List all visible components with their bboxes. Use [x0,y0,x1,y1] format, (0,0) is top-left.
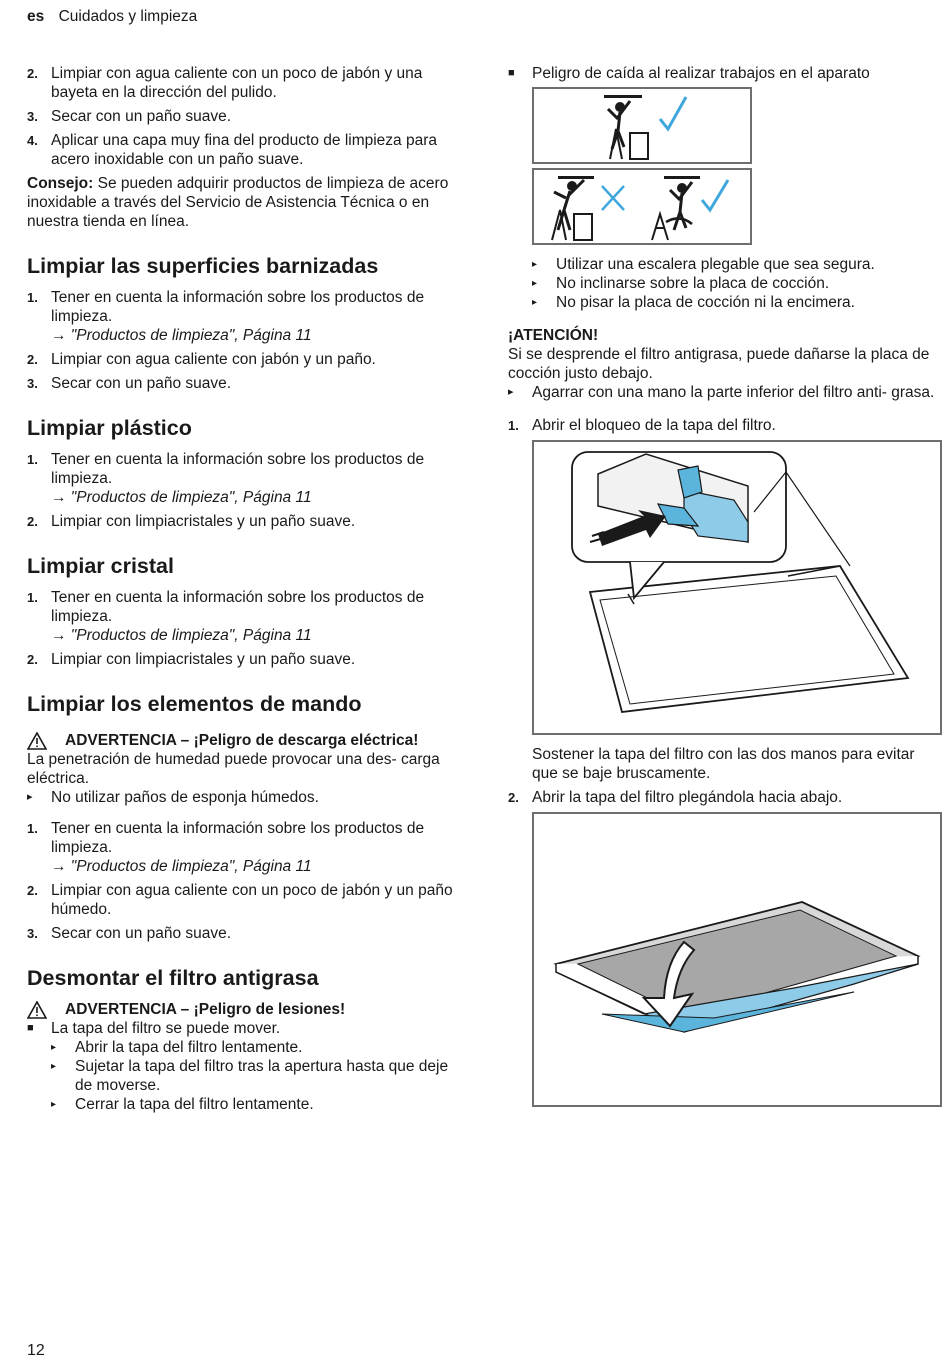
square-bullet-icon: ■ [27,1022,34,1034]
step: 3. Secar con un paño suave. [27,375,232,392]
warning-bullet: ■ La tapa del filtro se puede mover. [27,1020,281,1037]
left-column [27,64,463,1114]
hazard-bullet: ■ Peligro de caída al realizar trabajos en el aparato [508,65,870,82]
arrow-bullet-icon: ▸ [27,791,33,803]
square-bullet-icon: ■ [508,67,515,79]
hazard-action: ▸ No inclinarse sobre la placa de cocción. [532,275,830,292]
check-icon [702,180,728,210]
warning-action: ▸ Sujetar la tapa del filtro tras la apertura hasta que deje de moverse. [51,1058,449,1094]
attention-title: ¡ATENCIÓN! [508,327,599,344]
warning-title: ADVERTENCIA – ¡Peligro de lesiones! [27,1000,463,1019]
tip [27,174,463,231]
page-number: 12 [27,1342,45,1359]
warning-triangle-icon [27,732,47,750]
arrow-bullet-icon: ▸ [51,1061,57,1072]
section-heading: Limpiar las superficies barnizadas [27,254,379,278]
page-reference-link[interactable]: → "Productos de limpieza", Página 11 [51,627,312,644]
hazard-action: ▸ Utilizar una escalera plegable que sea segura. [532,256,875,273]
arrow-bullet-icon: ▸ [532,259,538,270]
check-icon [660,97,686,129]
warning-title: ADVERTENCIA – ¡Peligro de descarga eléctrica! [27,731,463,750]
arrow-bullet-icon: ▸ [51,1099,57,1110]
section-title: Cuidados y limpieza [58,8,198,25]
step: 3. Secar con un paño suave. [27,108,232,125]
section-heading: Desmontar el filtro antigrasa [27,966,319,990]
warning-triangle-icon [27,1001,47,1019]
step: 2. Limpiar con agua caliente con un poco de jabón y una bayeta en la dirección del pulido. [27,65,423,101]
note-text: Sostener la tapa del filtro con las dos manos para evitar que se baje bruscamente. [532,746,915,782]
warning-action: ▸ Cerrar la tapa del filtro lentamente. [51,1096,314,1113]
step: 1. Tener en cuenta la información sobre los productos de limpieza. → "Productos de limpieza", Página 11 [27,819,463,876]
step: 2. Limpiar con agua caliente con jabón y un paño. [27,351,376,368]
step: 2. Limpiar con agua caliente con un poco de jabón y un paño húmedo. [27,882,453,918]
step: 3. Secar con un paño suave. [27,925,232,942]
page-reference-link[interactable]: → "Productos de limpieza", Página 11 [51,489,312,506]
arrow-bullet-icon: ▸ [508,386,514,398]
tip-text: Se pueden adquirir productos de limpieza de acero inoxidable a través del Servicio de Asistencia Técnica o en nuestra tienda en línea. [27,175,449,230]
person-on-ladder-icon [534,89,750,162]
step: 1. Abrir el bloqueo de la tapa del filtro. [508,417,776,434]
arrow-bullet-icon: ▸ [532,278,538,289]
page-header [27,7,197,26]
section-heading: Limpiar plástico [27,416,192,440]
arrow-bullet-icon: ▸ [532,297,538,308]
tip-label: Consejo: [27,175,94,192]
attention-action: ▸ Agarrar con una mano la parte inferior del filtro anti- grasa. [508,384,935,401]
filter-lock-figure [532,440,942,735]
step: 2. Abrir la tapa del filtro plegándola hacia abajo. [508,789,843,806]
language-code: es [27,8,45,25]
person-on-ladder-icon [652,176,700,240]
warning-action: ▸ Abrir la tapa del filtro lentamente. [51,1039,303,1056]
step: 1. Tener en cuenta la información sobre los productos de limpieza. → "Productos de limpieza", Página 11 [27,588,463,645]
ladder-correct-figure [532,87,752,164]
warning-action: ▸ No utilizar paños de esponja húmedos. [27,789,319,806]
hazard-action: ▸ No pisar la placa de cocción ni la encimera. [532,294,855,311]
warning-text: La penetración de humedad puede provocar una des- carga eléctrica. [27,751,440,787]
attention-text: Si se desprende el filtro antigrasa, puede dañarse la placa de cocción justo debajo. [508,346,930,382]
page-reference-link[interactable]: → "Productos de limpieza", Página 11 [51,858,312,875]
step: 1. Tener en cuenta la información sobre los productos de limpieza. → "Productos de limpieza", Página 11 [27,288,463,345]
arrow-bullet-icon: ▸ [51,1042,57,1053]
section-heading: Limpiar los elementos de mando [27,692,362,716]
step: 2. Limpiar con limpiacristales y un paño suave. [27,513,356,530]
step: 2. Limpiar con limpiacristales y un paño suave. [27,651,356,668]
ladder-comparison-figure [532,168,752,245]
section-heading: Limpiar cristal [27,554,174,578]
step: 1. Tener en cuenta la información sobre los productos de limpieza. → "Productos de limpieza", Página 11 [27,450,463,507]
filter-open-figure [532,812,942,1107]
person-leaning-icon [552,176,594,240]
right-column [508,64,944,1107]
cross-icon [602,186,624,210]
page-reference-link[interactable]: → "Productos de limpieza", Página 11 [51,327,312,344]
step: 4. Aplicar una capa muy fina del producto de limpieza para acero inoxidable con un paño suave. [27,132,438,168]
